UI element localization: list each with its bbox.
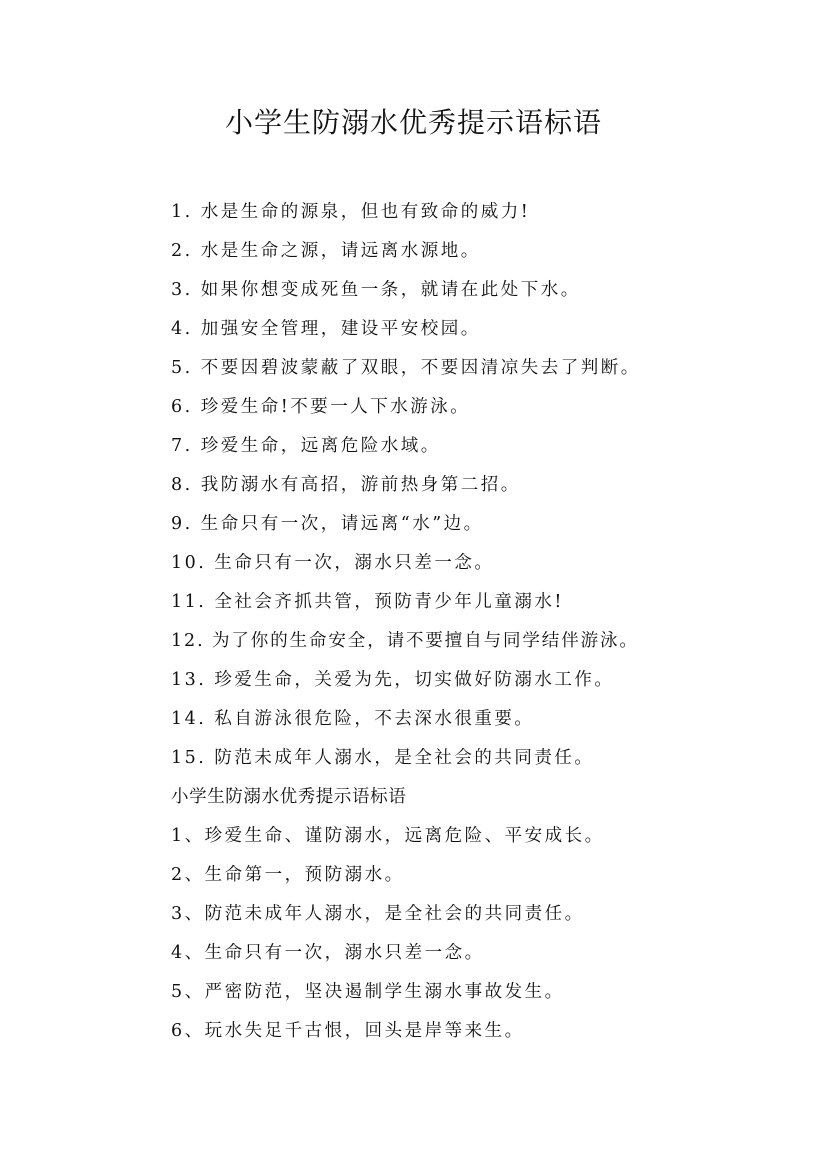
list-item: 8. 我防溺水有高招，游前热身第二招。: [171, 475, 521, 495]
list-item: 1、珍爱生命、谨防溺水，远离危险、平安成长。: [171, 826, 605, 846]
list-item: 13. 珍爱生命，关爱为先，切实做好防溺水工作。: [171, 670, 615, 690]
list-item: 3、防范未成年人溺水，是全社会的共同责任。: [171, 904, 585, 924]
list-item: 10. 生命只有一次，溺水只差一念。: [171, 553, 495, 573]
list-item: 4. 加强安全管理，建设平安校园。: [171, 319, 481, 339]
list-item: 14. 私自游泳很危险，不去深水很重要。: [171, 709, 535, 729]
list-item: 2. 水是生命之源，请远离水源地。: [171, 241, 481, 261]
list-item: 6. 珍爱生命!不要一人下水游泳。: [171, 397, 471, 417]
document-title: 小学生防溺水优秀提示语标语: [224, 106, 602, 139]
list-item: 5. 不要因碧波蒙蔽了双眼，不要因清凉失去了判断。: [171, 358, 641, 378]
document-body: [171, 194, 811, 1052]
list-item: 15. 防范未成年人溺水，是全社会的共同责任。: [171, 748, 595, 768]
list-item: 6、玩水失足千古恨，回头是岸等来生。: [171, 1021, 525, 1041]
list-item: 7. 珍爱生命，远离危险水域。: [171, 436, 441, 456]
list-item: 3. 如果你想变成死鱼一条，就请在此处下水。: [171, 280, 581, 300]
list-item: 2、生命第一，预防溺水。: [171, 865, 405, 885]
list-item: 11. 全社会齐抓共管，预防青少年儿童溺水!: [171, 592, 564, 612]
list-item: 5、严密防范，坚决遏制学生溺水事故发生。: [171, 982, 565, 1002]
list-item: 1. 水是生命的源泉，但也有致命的威力!: [171, 202, 531, 222]
list-item: 4、生命只有一次，溺水只差一念。: [171, 943, 485, 963]
section-heading: 小学生防溺水优秀提示语标语: [171, 787, 407, 807]
list-item: 9. 生命只有一次，请远离“水”边。: [171, 514, 484, 534]
list-item: 12. 为了你的生命安全，请不要擅自与同学结伴游泳。: [171, 631, 639, 651]
